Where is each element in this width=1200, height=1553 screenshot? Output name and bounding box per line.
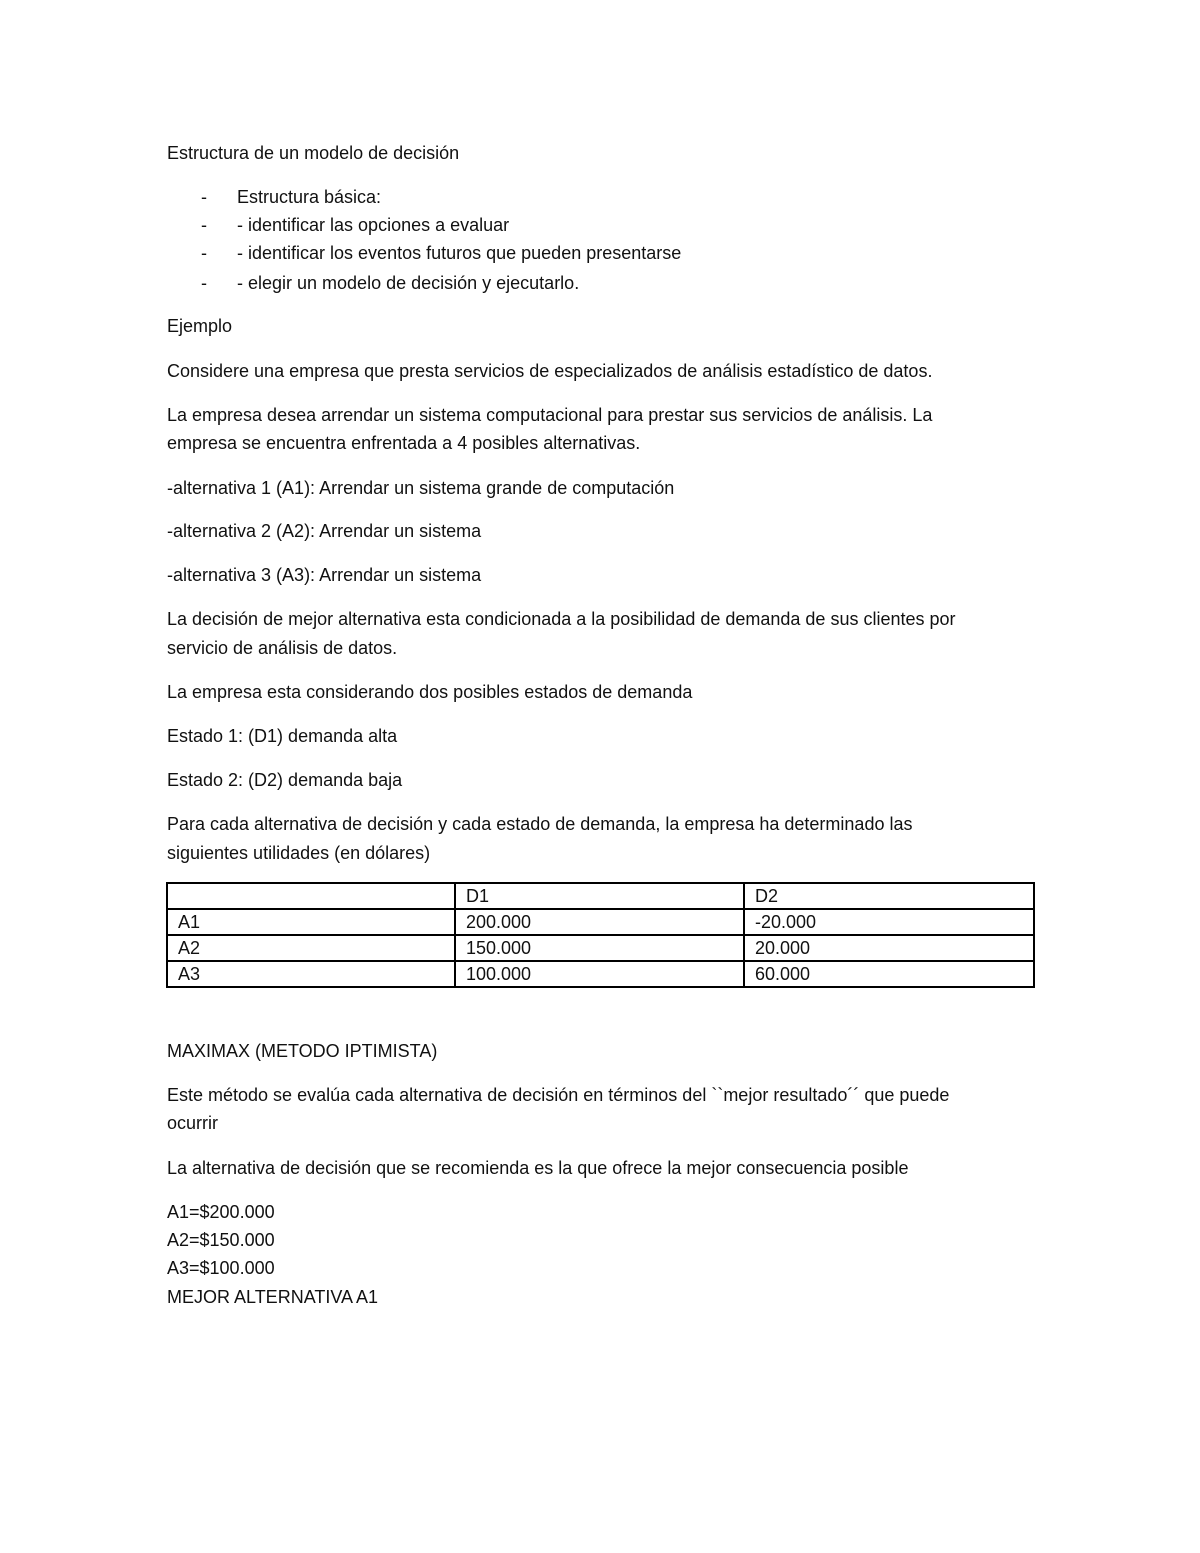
paragraph-company: Considere una empresa que presta servicios de especializados de análisis estadístico de datos.: [167, 361, 933, 381]
paragraph-decision-line1: La decisión de mejor alternativa esta condicionada a la posibilidad de demanda de sus clientes por: [167, 609, 956, 629]
paragraph-method-line2: ocurrir: [167, 1113, 219, 1133]
paragraph-utilities-line2: siguientes utilidades (en dólares): [167, 843, 431, 863]
list-item: - elegir un modelo de decisión y ejecutarlo.: [237, 273, 580, 293]
document-title: Estructura de un modelo de decisión: [167, 143, 460, 163]
state-2: Estado 2: (D2) demanda baja: [167, 770, 403, 790]
table-cell: 100.000: [455, 961, 744, 987]
result-a2: A2=$150.000: [167, 1230, 275, 1250]
table-cell: -20.000: [744, 909, 1034, 935]
maximax-heading: MAXIMAX (METODO IPTIMISTA): [167, 1041, 438, 1061]
table-cell: 20.000: [744, 935, 1034, 961]
table-cell: A1: [167, 909, 455, 935]
list-bullet: -: [201, 187, 207, 207]
table-cell: 200.000: [455, 909, 744, 935]
table-cell: 150.000: [455, 935, 744, 961]
paragraph-decision-line2: servicio de análisis de datos.: [167, 638, 398, 658]
table-cell: D1: [455, 883, 744, 909]
paragraph-demand-states: La empresa esta considerando dos posibles estados de demanda: [167, 682, 693, 702]
table-cell: 60.000: [744, 961, 1034, 987]
table-cell: D2: [744, 883, 1034, 909]
result-a1: A1=$200.000: [167, 1202, 275, 1222]
list-item: Estructura básica:: [237, 187, 382, 207]
alternative-1: -alternativa 1 (A1): Arrendar un sistema grande de computación: [167, 478, 675, 498]
list-bullet: -: [201, 273, 207, 293]
paragraph-recommendation: La alternativa de decisión que se recomienda es la que ofrece la mejor consecuencia posible: [167, 1158, 909, 1178]
list-item: - identificar las opciones a evaluar: [237, 215, 510, 235]
paragraph-method-line1: Este método se evalúa cada alternativa de decisión en términos del ``mejor resultado´´ que puede: [167, 1085, 950, 1105]
conclusion: MEJOR ALTERNATIVA A1: [167, 1287, 379, 1307]
paragraph-lease-line2: empresa se encuentra enfrentada a 4 posibles alternativas.: [167, 433, 641, 453]
example-heading: Ejemplo: [167, 316, 233, 336]
alternative-2: -alternativa 2 (A2): Arrendar un sistema: [167, 521, 482, 541]
table-header-row: [167, 883, 1034, 909]
paragraph-lease-line1: La empresa desea arrendar un sistema computacional para prestar sus servicios de análisis. La: [167, 405, 933, 425]
table-row: [167, 961, 1034, 987]
utilities-table: [166, 882, 1035, 988]
table-cell: A3: [167, 961, 455, 987]
state-1: Estado 1: (D1) demanda alta: [167, 726, 398, 746]
table-row: [167, 909, 1034, 935]
list-item: - identificar los eventos futuros que pueden presentarse: [237, 243, 682, 263]
alternative-3: -alternativa 3 (A3): Arrendar un sistema: [167, 565, 482, 585]
paragraph-utilities-line1: Para cada alternativa de decisión y cada estado de demanda, la empresa ha determinado las: [167, 814, 913, 834]
list-bullet: -: [201, 243, 207, 263]
table-cell: [167, 883, 455, 909]
table-row: [167, 935, 1034, 961]
result-a3: A3=$100.000: [167, 1258, 275, 1278]
list-bullet: -: [201, 215, 207, 235]
table-cell: A2: [167, 935, 455, 961]
